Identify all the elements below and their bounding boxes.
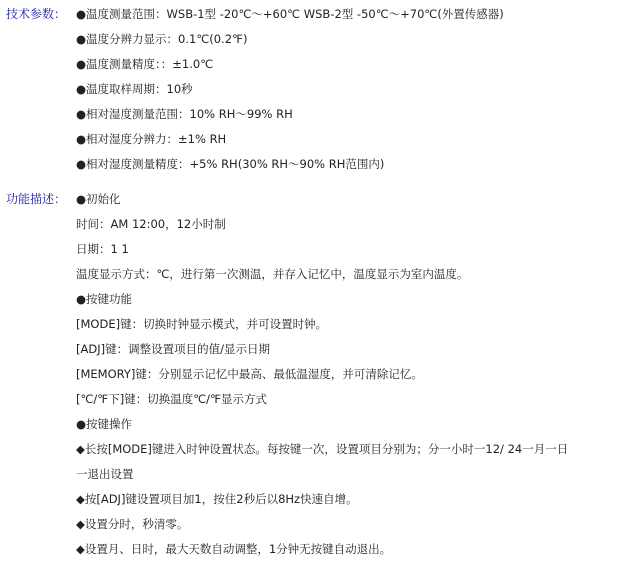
function-desc-line: 日期：1 1 (76, 242, 129, 256)
tech-param-line: ●相对湿度测量范围：10% RH～99% RH (76, 107, 293, 121)
function-desc-line: [MEMORY]键：分别显示记忆中最高、最低温湿度，并可清除记忆。 (76, 367, 423, 381)
function-desc-line: [MODE]键：切换时钟显示模式，并可设置时钟。 (76, 317, 328, 331)
function-desc-line: 一退出设置 (76, 467, 134, 481)
tech-params-label: 技术参数： (6, 7, 67, 21)
tech-param-line: ●温度测量精度：：±1.0℃ (76, 57, 214, 71)
function-desc-line: ●按键操作 (76, 417, 133, 431)
tech-param-line: ●温度分辨力显示：0.1℃(0.2℉) (76, 32, 248, 46)
tech-param-line: ●温度测量范围：WSB-1型 -20℃～+60℃ WSB-2型 -50℃～+70℃(外置传感器) (76, 7, 504, 21)
function-desc-line: ●按键功能 (76, 292, 133, 306)
function-desc-label: 功能描述： (6, 192, 67, 206)
function-desc-line: [℃/℉下]键：切换温度℃/℉显示方式 (76, 392, 267, 406)
function-desc-line: [ADJ]键：调整设置项目的值/显示日期 (76, 342, 270, 356)
function-desc-line: ◆按[ADJ]键设置项目加1，按住2秒后以8Hz快速自增。 (76, 492, 358, 506)
function-desc-line: ◆设置分时，秒清零。 (76, 517, 189, 531)
function-desc-line: ◆长按[MODE]键进入时钟设置状态。每按键一次，设置项目分别为；分一小时一12/ 24一月一日 (76, 442, 569, 456)
function-desc-line: 温度显示方式：℃，进行第一次测温，并存入记忆中，温度显示为室内温度。 (76, 267, 469, 281)
function-desc-line: ●初始化 (76, 192, 121, 206)
tech-param-line: ●相对湿度分辨力：±1% RH (76, 132, 227, 146)
tech-param-line: ●相对湿度测量精度：+5% RH(30% RH～90% RH范围内) (76, 157, 385, 171)
function-desc-line: ◆设置月、日时，最大天数自动调整，1分钟无按键自动退出。 (76, 542, 392, 556)
function-desc-line: 时间：AM 12:00，12小时制 (76, 217, 226, 231)
tech-param-line: ●温度取样周期：10秒 (76, 82, 193, 96)
